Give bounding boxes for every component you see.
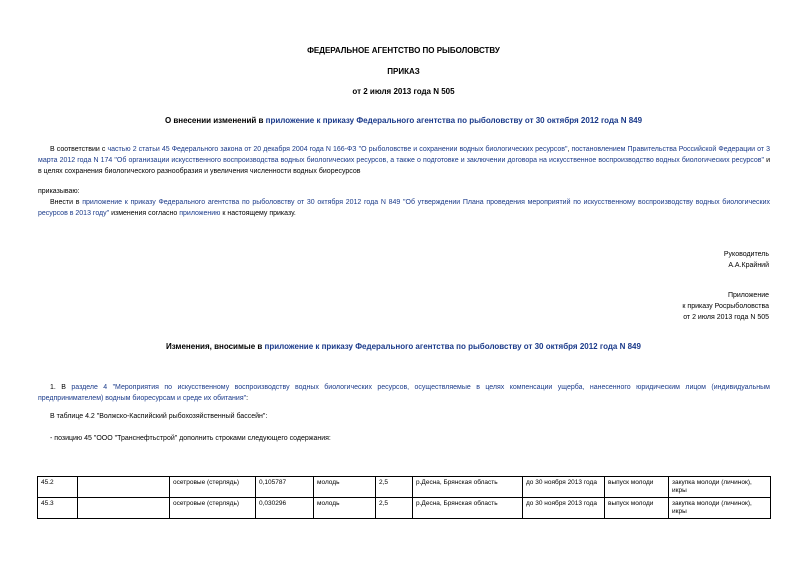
order-keyword: приказываю: xyxy=(38,188,80,195)
table-row xyxy=(38,477,771,498)
preamble-decree-link[interactable]: постановлением Правительства Российской Федерации от 3 марта 2012 года N 174 "Об организации искусственного воспроизводства водных биологических ресурсов, а также о подготовке и заключении договора на искусственное воспроизводство водных биологических ресурсов" xyxy=(38,146,771,164)
table-cell xyxy=(78,477,170,498)
document-type: ПРИКАЗ xyxy=(387,67,420,76)
changes-table xyxy=(37,476,771,519)
changes-title xyxy=(0,342,807,351)
table-cell: молодь xyxy=(314,498,376,519)
preamble-law-link[interactable]: частью 2 статьи 45 Федерального закона от 20 декабря 2004 года N 166-ФЗ "О рыболовстве и сохранении водных биологических ресурсов" xyxy=(107,146,568,153)
table-cell: закупка молоди (личинок), икры xyxy=(669,498,771,519)
document-date-number: от 2 июля 2013 года N 505 xyxy=(352,87,455,96)
table-row xyxy=(38,498,771,519)
position-instruction: - позицию 45 "ООО "Транснефтьстрой" дополнить строками следующего содержания: xyxy=(50,435,331,442)
table-cell: осетровые (стерлядь) xyxy=(170,477,256,498)
changes-title-prefix: Изменения, вносимые в xyxy=(166,342,265,351)
table-cell: выпуск молоди xyxy=(605,477,669,498)
title-link[interactable]: приложение к приказу Федерального агентства по рыболовству от 30 октября 2012 года N 849 xyxy=(265,116,643,125)
signature-block xyxy=(724,249,769,271)
table-cell: осетровые (стерлядь) xyxy=(170,498,256,519)
document-title xyxy=(0,116,807,125)
table-cell: 2,5 xyxy=(376,477,413,498)
table-cell: 45.2 xyxy=(38,477,78,498)
appendix-line-3: от 2 июля 2013 года N 505 xyxy=(683,314,769,321)
table-cell: 0,030296 xyxy=(256,498,314,519)
table-cell: закупка молоди (личинок), икры xyxy=(669,477,771,498)
signature-name: А.А.Крайний xyxy=(728,262,769,269)
table-cell: р.Десна, Брянская область xyxy=(413,498,523,519)
change-item-1 xyxy=(38,382,770,404)
table-reference: В таблице 4.2 "Волжско-Каспийский рыбохозяйственный бассейн": xyxy=(50,413,268,420)
table-cell: молодь xyxy=(314,477,376,498)
preamble-paragraph xyxy=(38,144,770,177)
signature-role: Руководитель xyxy=(723,251,769,258)
change-item-1-colon: : xyxy=(246,395,249,402)
changes-title-link[interactable]: приложение к приказу Федерального агентства по рыболовству от 30 октября 2012 года N 849 xyxy=(264,342,641,351)
appendix-line-2: к приказу Росрыболовства xyxy=(682,303,769,310)
table-cell: 45.3 xyxy=(38,498,78,519)
order-appendix-link[interactable]: приложение к приказу Федерального агентства по рыболовству от 30 октября 2012 года N 849 "Об утверждении Плана проведения мероприятий по искусственному воспроизводству водных биологических ресурсов в 2013 году" xyxy=(38,199,770,217)
order-text-2: изменения согласно xyxy=(109,210,180,217)
preamble-text-2: , xyxy=(567,146,572,153)
order-paragraph xyxy=(38,197,770,219)
table-cell: до 30 ноября 2013 года xyxy=(523,498,605,519)
preamble-text-3: и в целях сохранения биологического разнообразия и увеличения численности водных биоресурсов xyxy=(38,157,770,175)
table-cell: р.Десна, Брянская область xyxy=(413,477,523,498)
change-item-1-number: 1. В xyxy=(50,384,72,391)
order-text-1: Внести в xyxy=(50,199,83,206)
order-attachment-link[interactable]: приложению xyxy=(179,210,221,217)
table-cell: выпуск молоди xyxy=(605,498,669,519)
table-cell: 0,105787 xyxy=(256,477,314,498)
preamble-text-1: В соответствии с xyxy=(50,146,108,153)
title-prefix: О внесении изменений в xyxy=(164,116,266,125)
appendix-line-1: Приложение xyxy=(727,292,769,299)
change-item-1-section-link[interactable]: разделе 4 "Мероприятия по искусственному воспроизводству водных биологических ресурсов, осуществляемые в целях компенсации ущерба, нанесенного юридическим лицом (индивидуальным предпринимателем) водным биоресурсам и среде их обитания" xyxy=(38,384,770,402)
table-cell xyxy=(78,498,170,519)
appendix-reference xyxy=(682,290,769,323)
order-text-3: к настоящему приказу. xyxy=(220,210,296,217)
table-cell: до 30 ноября 2013 года xyxy=(523,477,605,498)
table-cell: 2,5 xyxy=(376,498,413,519)
agency-name: ФЕДЕРАЛЬНОЕ АГЕНТСТВО ПО РЫБОЛОВСТВУ xyxy=(307,46,500,55)
